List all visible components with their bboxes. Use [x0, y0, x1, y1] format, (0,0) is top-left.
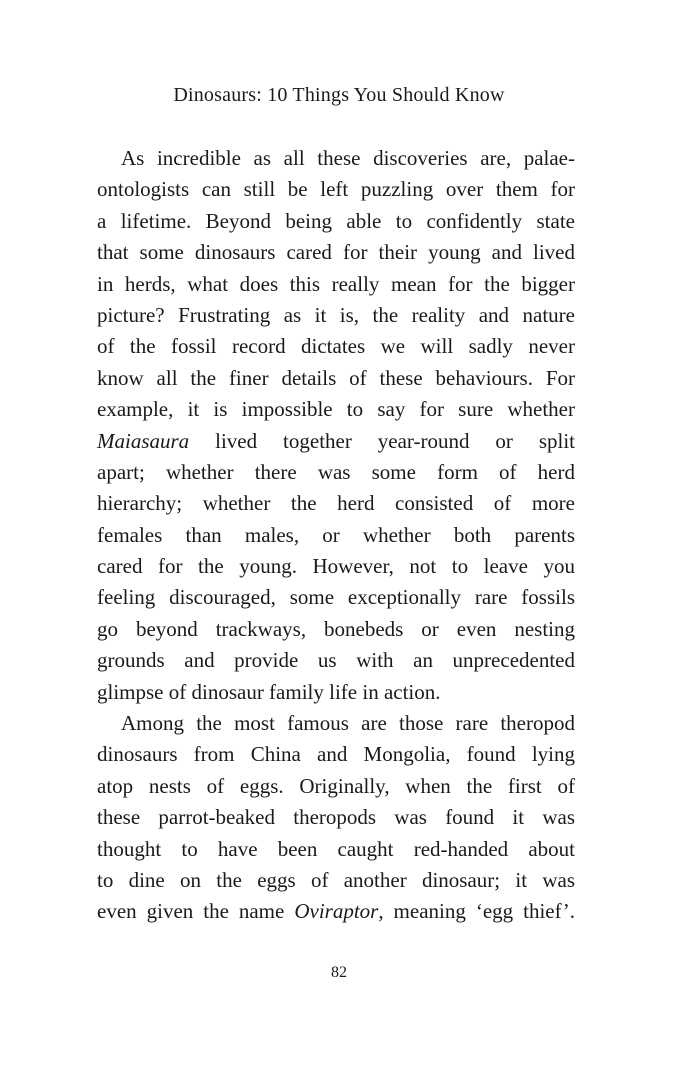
text-run: , meaning ‘egg thief’.	[378, 899, 576, 924]
text-line: grounds and provide us with an unprecedented	[97, 648, 575, 673]
text-line: example, it is impossible to say for sure whether	[97, 397, 575, 422]
text-line: hierarchy; whether the herd consisted of more	[97, 491, 575, 516]
text-line: ontologists can still be left puzzling over them for	[97, 177, 575, 202]
text-line: picture? Frustrating as it is, the reality and nature	[97, 302, 575, 327]
text-line: know all the finer details of these behaviours. For	[97, 365, 575, 390]
text-line: As incredible as all these discoveries are, palae-	[121, 146, 575, 170]
text-run: even given the name	[97, 899, 285, 924]
text-line: these parrot-beaked theropods was found it was	[97, 805, 575, 830]
text-line: cared for the young. However, not to leave you	[97, 554, 575, 579]
text-run: lived together year-round or split	[215, 428, 576, 453]
text-line: of the fossil record dictates we will sadly never	[97, 334, 575, 359]
page-number: 82	[331, 964, 347, 981]
text-line: a lifetime. Beyond being able to confidently state	[97, 208, 575, 233]
text-line: apart; whether there was some form of herd	[97, 459, 575, 484]
italic-term: Oviraptor	[294, 899, 379, 924]
text-line: feeling discouraged, some exceptionally rare fossils	[97, 585, 575, 610]
text-line	[97, 896, 575, 927]
text-line: thought to have been caught red-handed about	[97, 836, 575, 861]
text-line: that some dinosaurs cared for their young and lived	[97, 240, 575, 265]
paragraph	[97, 143, 575, 708]
text-line: dinosaurs from China and Mongolia, found lying	[97, 742, 575, 767]
paragraph	[97, 708, 575, 928]
text-line: atop nests of eggs. Originally, when the first of	[97, 773, 575, 798]
text-line: glimpse of dinosaur family life in action.	[97, 679, 441, 704]
body-text	[97, 143, 575, 928]
text-line: females than males, or whether both parents	[97, 522, 575, 547]
running-head: Dinosaurs: 10 Things You Should Know	[173, 84, 505, 106]
text-line: in herds, what does this really mean for the bigger	[97, 271, 575, 296]
text-line: to dine on the eggs of another dinosaur; it was	[97, 867, 575, 892]
text-line: go beyond trackways, bonebeds or even nesting	[97, 616, 575, 641]
italic-term: Maiasaura	[97, 428, 190, 453]
text-line: Among the most famous are those rare theropod	[121, 711, 575, 736]
text-line	[97, 426, 575, 457]
